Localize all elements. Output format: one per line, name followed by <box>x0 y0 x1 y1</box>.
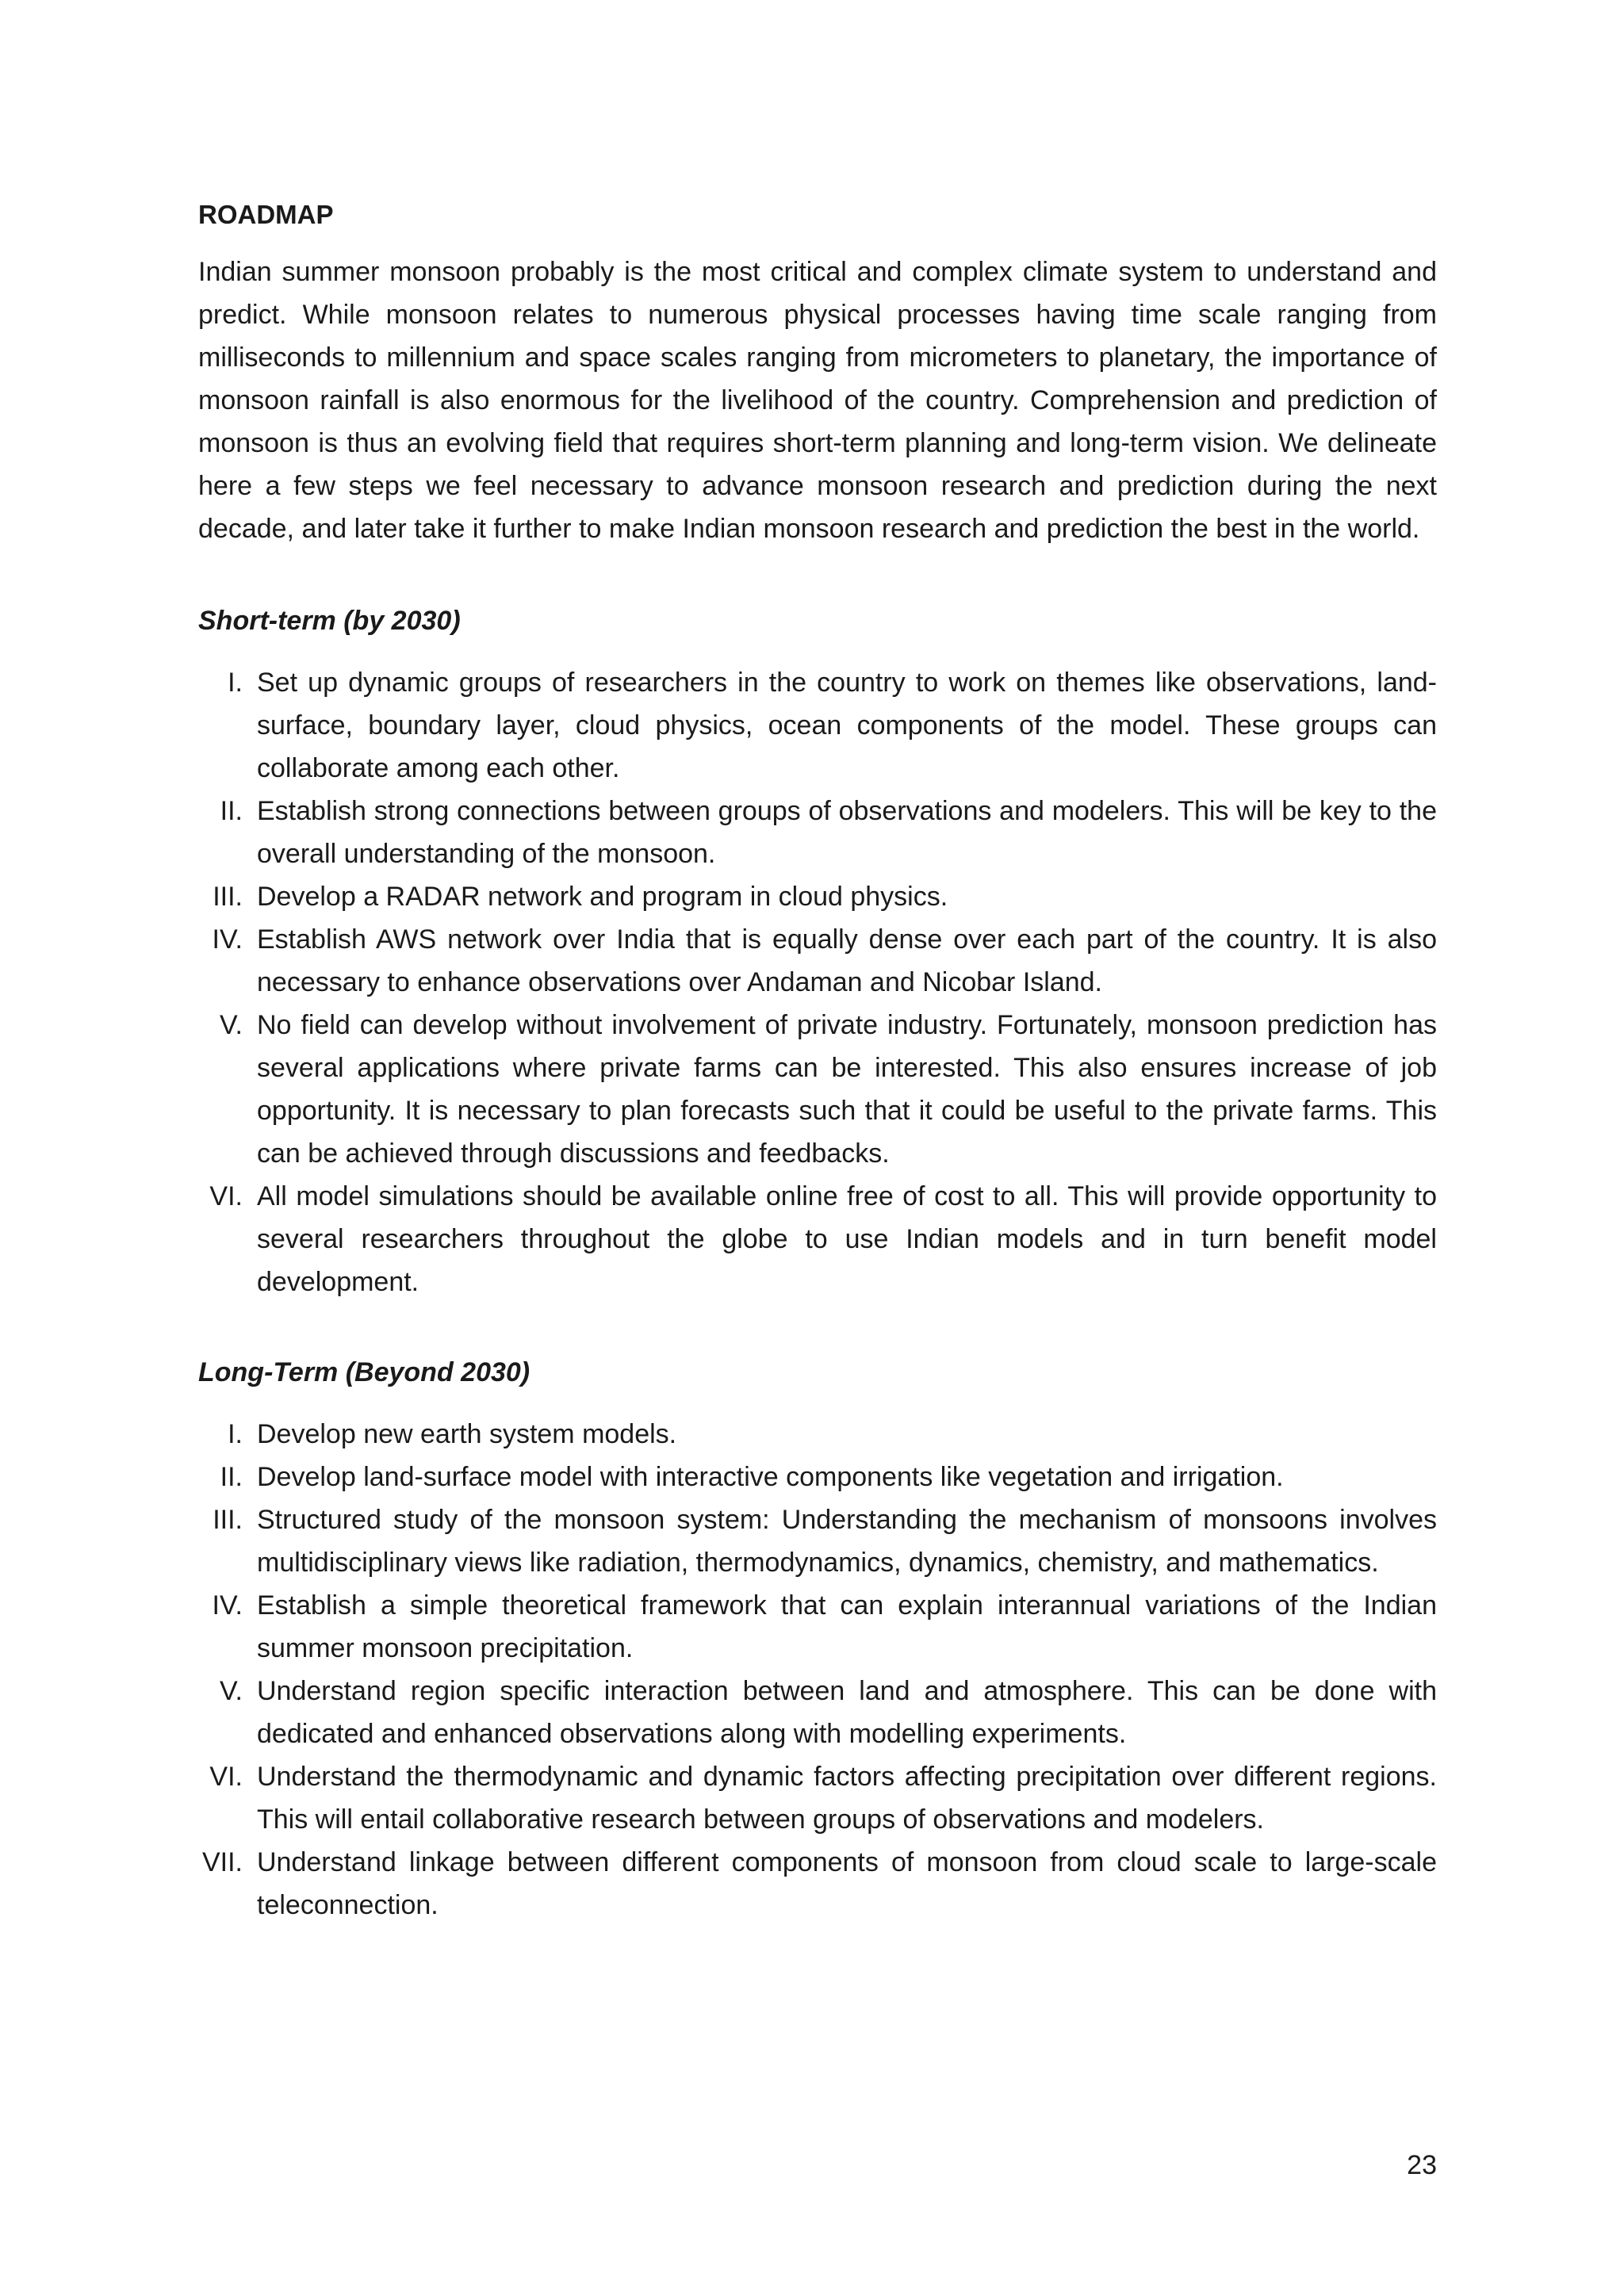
list-item-number: IV. <box>212 1590 243 1621</box>
list-item-text: Understand linkage between different components of monsoon from cloud scale to large-scale teleconnection. <box>257 1847 1437 1920</box>
list-item-text: Set up dynamic groups of researchers in the country to work on themes like observations, land-surface, boundary layer, cloud physics, ocean components of the model. These groups can collaborate among each other. <box>257 668 1437 783</box>
list-item <box>198 1584 1437 1670</box>
list-item-number: II. <box>220 1462 243 1492</box>
list-item-text: Develop land-surface model with interactive components like vegetation and irrigation. <box>257 1462 1284 1492</box>
list-item-text: Develop new earth system models. <box>257 1419 677 1449</box>
list-item-number: II. <box>220 796 243 826</box>
list-item <box>198 1413 1437 1456</box>
list-item <box>198 918 1437 1004</box>
short-term-list <box>198 661 1437 1303</box>
list-item-number: V. <box>219 1010 243 1040</box>
list-item <box>198 1841 1437 1927</box>
intro-paragraph: Indian summer monsoon probably is the most critical and complex climate system to understand and predict. While monsoon relates to numerous physical processes having time scale ranging from milliseconds to millennium and space scales ranging from micrometers to planetary, the importance of monsoon rainfall is also enormous for the livelihood of the country. Comprehension and prediction of monsoon is thus an evolving field that requires short-term planning and long-term vision. We delineate here a few steps we feel necessary to advance monsoon research and prediction during the next decade, and later take it further to make Indian monsoon research and prediction the best in the world. <box>198 257 1437 544</box>
list-item <box>198 1175 1437 1303</box>
list-item-text: Understand the thermodynamic and dynamic factors affecting precipitation over different regions. This will entail collaborative research between groups of observations and modelers. <box>257 1762 1437 1835</box>
list-item <box>198 661 1437 790</box>
list-item <box>198 1004 1437 1175</box>
list-item-text: Establish a simple theoretical framework that can explain interannual variations of the Indian summer monsoon precipitation. <box>257 1590 1437 1663</box>
list-item-text: All model simulations should be available online free of cost to all. This will provide opportunity to several researchers throughout the globe to use Indian models and in turn benefit model development. <box>257 1181 1437 1297</box>
document-page <box>198 197 1437 1927</box>
list-item <box>198 1670 1437 1755</box>
list-item-number: VI. <box>209 1181 243 1211</box>
list-item-text: Establish strong connections between groups of observations and modelers. This will be key to the overall understanding of the monsoon. <box>257 796 1437 869</box>
short-term-heading: Short-term (by 2030) <box>198 606 461 636</box>
list-item-text: Structured study of the monsoon system: Understanding the mechanism of monsoons involves multidisciplinary views like radiation, thermodynamics, dynamics, chemistry, and mathematics. <box>257 1505 1437 1578</box>
list-item-number: I. <box>228 1419 243 1449</box>
list-item-number: I. <box>228 668 243 698</box>
list-item-text: No field can develop without involvement of private industry. Fortunately, monsoon prediction has several applications where private farms can be interested. This also ensures increase of job opportunity. It is necessary to plan forecasts such that it could be useful to the private farms. This can be achieved through discussions and feedbacks. <box>257 1010 1437 1169</box>
list-item <box>198 1755 1437 1841</box>
list-item <box>198 790 1437 875</box>
list-item-number: V. <box>219 1676 243 1706</box>
long-term-heading: Long-Term (Beyond 2030) <box>198 1357 530 1387</box>
list-item-number: III. <box>213 882 243 912</box>
list-item-text: Establish AWS network over India that is equally dense over each part of the country. It is also necessary to enhance observations over Andaman and Nicobar Island. <box>257 924 1437 997</box>
list-item-text: Understand region specific interaction between land and atmosphere. This can be done with dedicated and enhanced observations along with modelling experiments. <box>257 1676 1437 1749</box>
section-heading: ROADMAP <box>198 200 334 229</box>
list-item-number: III. <box>213 1505 243 1535</box>
list-item <box>198 1456 1437 1498</box>
page-number: 23 <box>1407 2150 1437 2180</box>
list-item-number: IV. <box>212 924 243 955</box>
list-item-number: VII. <box>201 1847 243 1877</box>
list-item <box>198 875 1437 918</box>
list-item <box>198 1498 1437 1584</box>
long-term-list <box>198 1413 1437 1927</box>
list-item-number: VI. <box>209 1762 243 1792</box>
list-item-text: Develop a RADAR network and program in cloud physics. <box>257 882 948 912</box>
